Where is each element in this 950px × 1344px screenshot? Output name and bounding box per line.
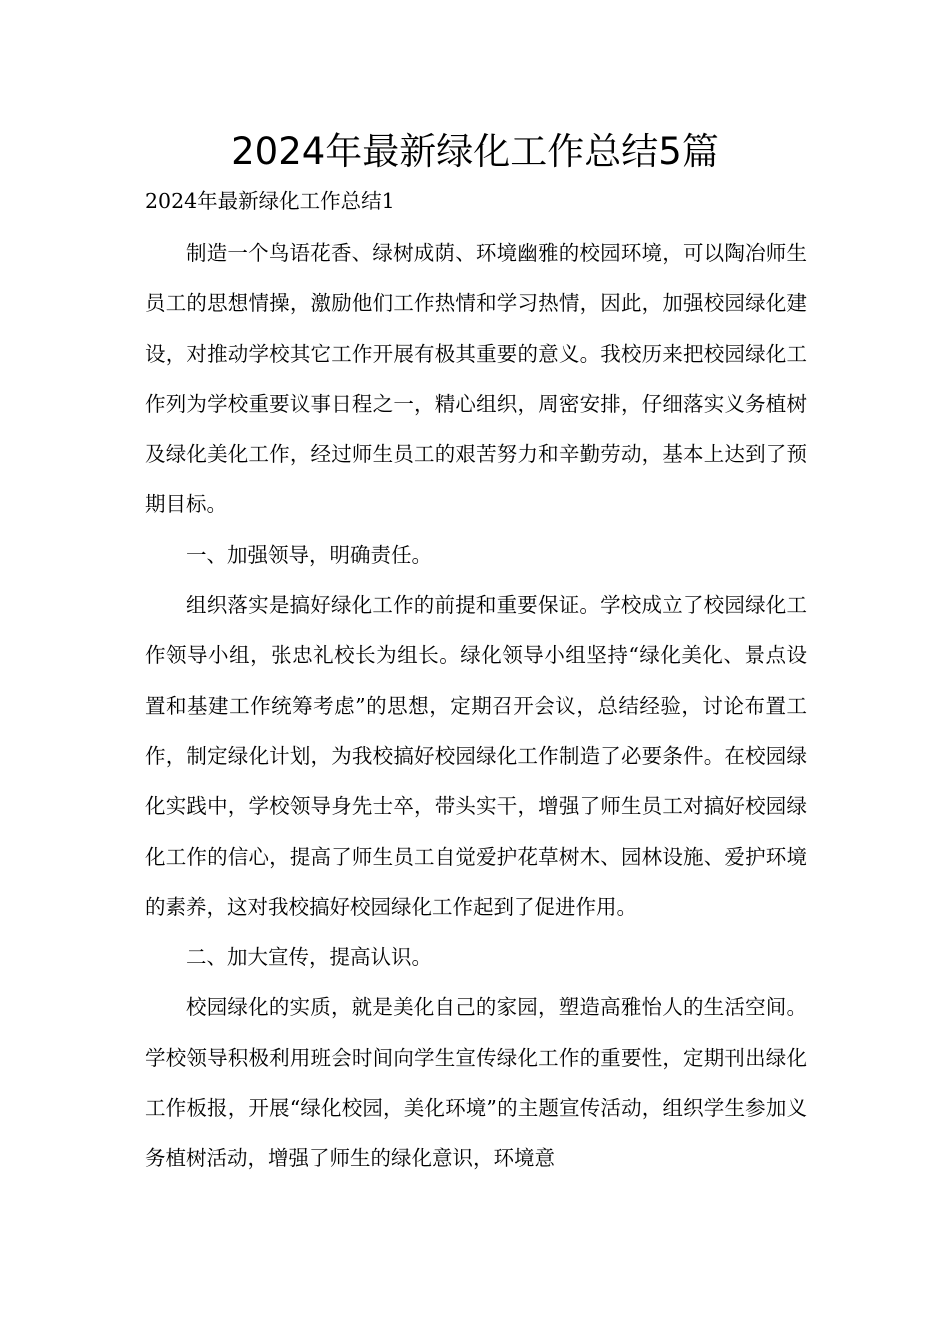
document-body [145,186,807,1184]
section-heading-2: 二、加大宣传，提高认识。 [186,945,432,970]
document-title: 2024年最新绿化工作总结5篇 [231,130,719,173]
section-heading: 2024年最新绿化工作总结1 [145,189,395,213]
paragraph-publicity: 校园绿化的实质，就是美化自己的家园，塑造高雅怡人的生活空间。学校领导积极利用班会时间向学生宣传绿化工作的重要性，定期刊出绿化工作板报，开展“绿化校园，美化环境”的主题宣传活动，组织学生参加义务植树活动，增强了师生的绿化意识，环境意 [145,995,807,1171]
paragraph-leadership: 组织落实是搞好绿化工作的前提和重要保证。学校成立了校园绿化工作领导小组，张忠礼校长为组长。绿化领导小组坚持“绿化美化、景点设置和基建工作统筹考虑”的思想，定期召开会议，总结经验，讨论布置工作，制定绿化计划，为我校搞好校园绿化工作制造了必要条件。在校园绿化实践中，学校领导身先士卒，带头实干，增强了师生员工对搞好校园绿化工作的信心，提高了师生员工自觉爱护花草树木、园林设施、爱护环境的素养，这对我校搞好校园绿化工作起到了促进作用。 [145,593,807,919]
section-heading-1: 一、加强领导，明确责任。 [186,542,432,567]
paragraph-intro: 制造一个鸟语花香、绿树成荫、环境幽雅的校园环境，可以陶冶师生员工的思想情操，激励他们工作热情和学习热情，因此，加强校园绿化建设，对推动学校其它工作开展有极其重要的意义。我校历来把校园绿化工作列为学校重要议事日程之一，精心组织，周密安排，仔细落实义务植树及绿化美化工作，经过师生员工的艰苦努力和辛勤劳动，基本上达到了预期目标。 [145,241,807,517]
